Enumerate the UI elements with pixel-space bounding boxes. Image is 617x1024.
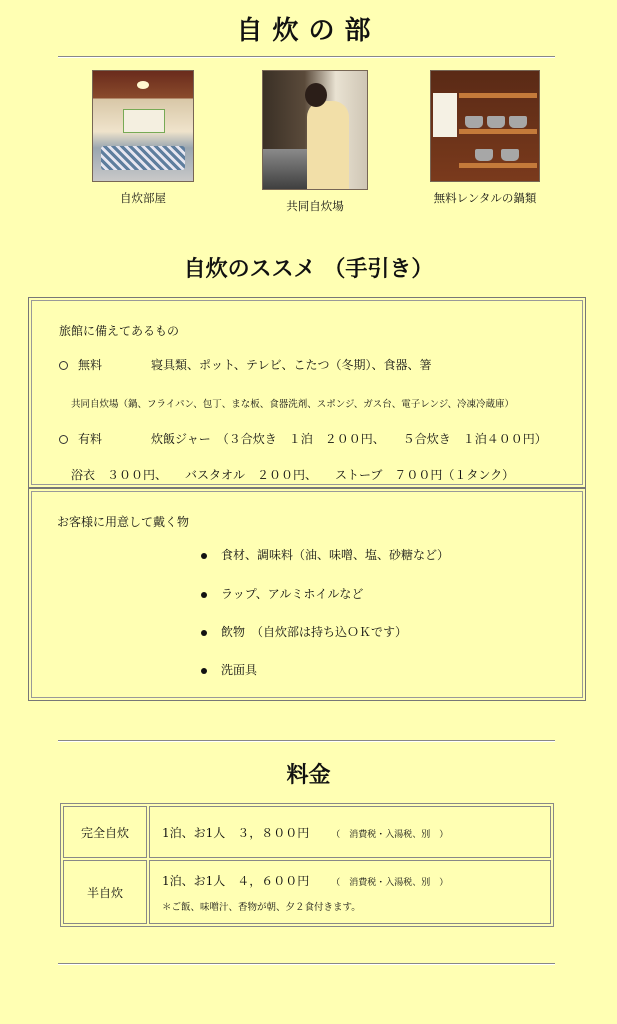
paid-items-line1: 炊飯ジャー （３合炊き １泊 ２００円、 ５合炊き １泊４００円） xyxy=(151,432,547,446)
table-row xyxy=(63,806,551,858)
kitchen-image[interactable] xyxy=(262,70,368,190)
person-shape xyxy=(307,101,349,189)
photo-caption: 共同自炊場 xyxy=(286,199,344,213)
shelf-shape xyxy=(459,93,537,98)
bring-items-box xyxy=(28,488,586,701)
shelf-shape xyxy=(459,129,537,134)
paid-label: 有料 xyxy=(78,432,103,446)
divider xyxy=(58,963,555,965)
page-title: 自炊の部 xyxy=(236,16,381,46)
stove-shape xyxy=(263,149,307,189)
photo-kitchen xyxy=(260,70,370,214)
photo-pots xyxy=(430,70,540,206)
bullet-dot-icon xyxy=(201,592,207,598)
bring-heading: お客様に用意して戴く物 xyxy=(57,515,190,529)
shared-kitchen-items: 共同自炊場（鍋、フライパン、包丁、まな板、食器洗剤、スポンジ、ガス台、電子レンジ、冷凍冷蔵庫） xyxy=(71,399,515,410)
head-shape xyxy=(305,83,327,107)
divider xyxy=(58,56,555,58)
room-image[interactable] xyxy=(92,70,194,182)
shelf-shape xyxy=(459,163,537,168)
fee-price: 1泊、お1人 ４，６００円 xyxy=(162,873,310,888)
pot-shape xyxy=(501,149,519,161)
lamp-shape xyxy=(137,81,149,89)
fees-title: 料金 xyxy=(286,762,331,788)
table-row xyxy=(63,860,551,924)
free-items: 寝具類、ポット、テレビ、こたつ（冬期）、食器、箸 xyxy=(151,358,432,372)
bring-item: 飲物 （自炊部は持ち込ＯＫです） xyxy=(201,623,407,640)
provided-items-box xyxy=(28,297,586,488)
fee-value xyxy=(149,860,551,924)
circle-bullet-icon xyxy=(59,361,68,370)
provided-heading: 旅館に備えてあるもの xyxy=(59,324,180,338)
fees-table xyxy=(60,803,554,927)
photo-gallery xyxy=(0,70,617,220)
meal-note: ＊ご飯、味噌汁、香物が朝、夕２食付きます。 xyxy=(162,901,361,913)
bullet-dot-icon xyxy=(201,553,207,559)
fee-label: 完全自炊 xyxy=(63,806,147,858)
rug-shape xyxy=(101,146,185,170)
paid-row xyxy=(59,430,102,447)
bring-item: ラップ、アルミホイルなど xyxy=(201,585,363,602)
circle-bullet-icon xyxy=(59,435,68,444)
tax-note: （ 消費税・入湯税、別 ） xyxy=(331,829,449,840)
fee-value xyxy=(149,806,551,858)
window-shape xyxy=(123,109,165,133)
tax-note: （ 消費税・入湯税、別 ） xyxy=(331,877,449,888)
pot-shape xyxy=(487,116,505,128)
free-label: 無料 xyxy=(78,358,103,372)
photo-room xyxy=(88,70,198,206)
bring-item: 洗面具 xyxy=(201,661,257,678)
bring-item: 食材、調味料（油、味噌、塩、砂糖など） xyxy=(201,546,449,563)
divider xyxy=(58,740,555,742)
paid-items-line2: 浴衣 ３００円、 バスタオル ２００円、 ストーブ ７００円（１タンク） xyxy=(71,468,515,482)
free-row xyxy=(59,356,102,373)
photo-caption: 無料レンタルの鍋類 xyxy=(433,191,537,205)
notice-shape xyxy=(433,93,457,137)
photo-caption: 自炊部屋 xyxy=(120,191,166,205)
pot-shape xyxy=(509,116,527,128)
bullet-dot-icon xyxy=(201,668,207,674)
pot-shape xyxy=(465,116,483,128)
fee-label: 半自炊 xyxy=(63,860,147,924)
guide-title: 自炊のススメ （手引き） xyxy=(183,256,434,282)
pots-image[interactable] xyxy=(430,70,540,182)
pot-shape xyxy=(475,149,493,161)
bullet-dot-icon xyxy=(201,630,207,636)
fee-price: 1泊、お1人 ３，８００円 xyxy=(162,825,310,840)
